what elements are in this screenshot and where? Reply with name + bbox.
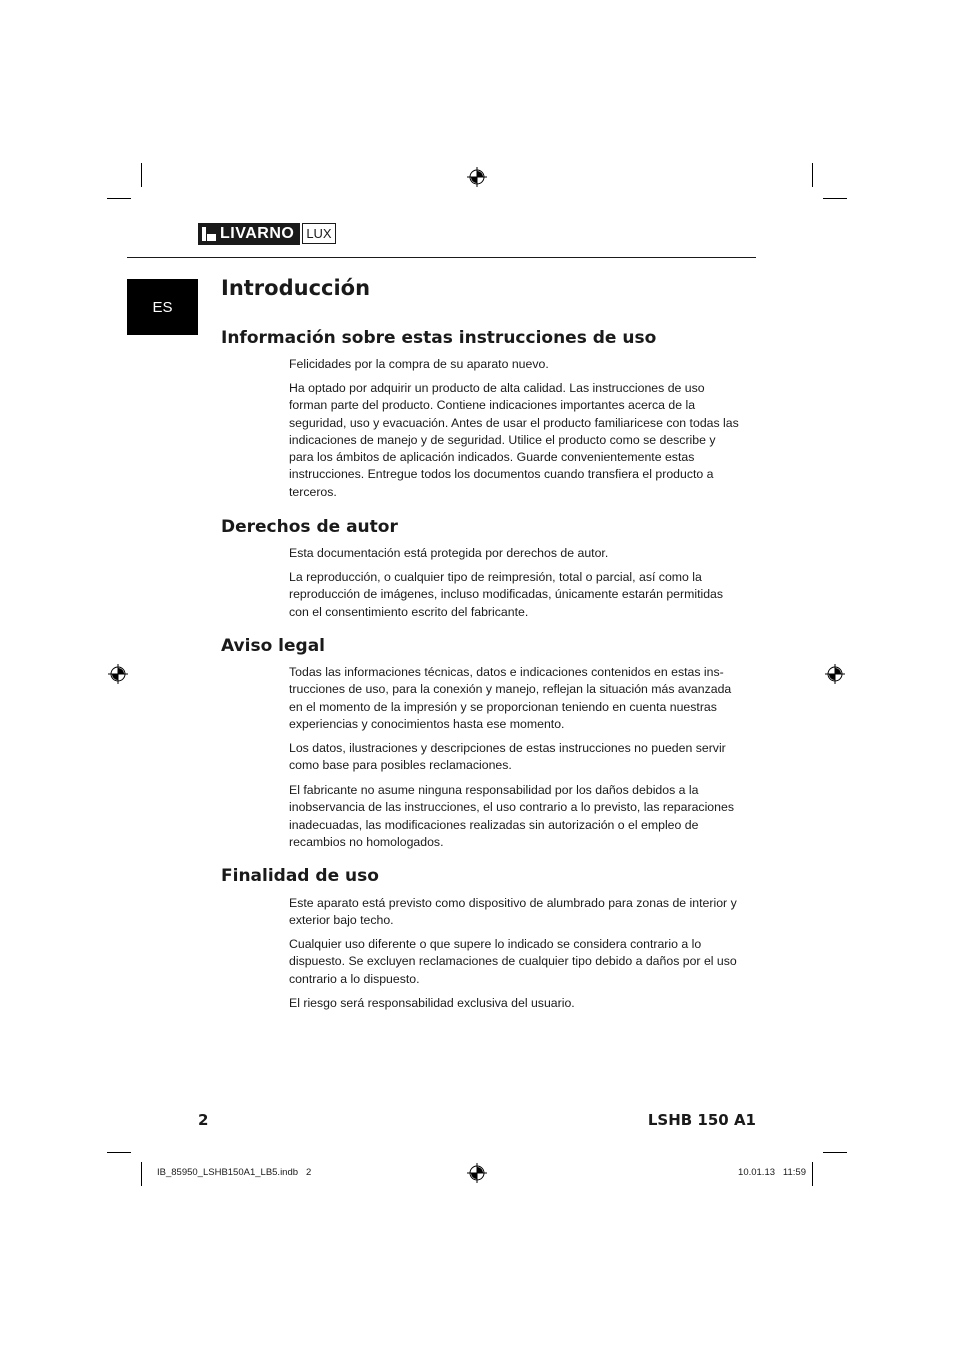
page-number: 2 <box>198 1111 209 1129</box>
paragraph: Ha optado por adquirir un producto de alta calidad. Las instrucciones de uso forman parte del producto. Contiene indicaciones importantes acerca de la seguridad, uso y evacuación. Antes de usar el producto familiaricese con todas las indicaciones de manejo y de seguridad. Utilice el producto como se describe y para los ámbitos de aplicación indicados. Guarde convenientemente estas instrucciones. Entregue todos los documentos cuando transfiera el producto a terceros. <box>289 381 739 499</box>
registration-mark-icon <box>825 664 845 684</box>
model-number: LSHB 150 A1 <box>647 1111 756 1129</box>
print-slug-date: 10.01.13 11:59 <box>738 1167 806 1178</box>
paragraph: Los datos, ilustraciones y descripciones de estas instrucciones no pueden servir como base para posibles reclamaciones. <box>289 741 726 773</box>
registration-mark-icon <box>467 167 487 187</box>
header-rule <box>127 257 756 258</box>
crop-mark <box>823 1152 847 1153</box>
crop-mark <box>812 1162 813 1186</box>
crop-mark <box>812 163 813 187</box>
paragraph: La reproducción, o cualquier tipo de reimpresión, total o parcial, así como la reproducción de imágenes, incluso modificadas, únicamente estarán permitidas con el consentimiento escrito del fabricante. <box>289 570 724 619</box>
paragraph: Felicidades por la compra de su aparato nuevo. <box>289 357 549 371</box>
crop-mark <box>823 198 847 199</box>
page-title: Introducción <box>221 276 371 300</box>
brand-name: LIVARNO <box>220 225 295 242</box>
print-slug-file: IB_85950_LSHB150A1_LB5.indb 2 <box>157 1167 312 1178</box>
crop-mark <box>107 198 131 199</box>
brand-logo-main <box>198 223 300 245</box>
brand-logo <box>198 223 336 245</box>
crop-mark <box>107 1152 131 1153</box>
crop-mark <box>141 1162 142 1186</box>
section-heading: Finalidad de uso <box>221 866 379 886</box>
paragraph: El riesgo será responsabilidad exclusiva del usuario. <box>289 996 575 1010</box>
section-heading: Derechos de autor <box>221 517 398 537</box>
paragraph: Esta documentación está protegida por derechos de autor. <box>289 546 609 560</box>
registration-mark-icon <box>108 664 128 684</box>
registration-mark-icon <box>467 1163 487 1183</box>
crop-mark <box>141 163 142 187</box>
paragraph: Cualquier uso diferente o que supere lo indicado se considera contrario a lo dispuesto. Se excluyen reclamaciones de cualquier tipo debido a daños por el uso contrario a lo dispuesto. <box>289 937 737 986</box>
paragraph: Este aparato está previsto como dispositivo de alumbrado para zonas de interior y exterior bajo techo. <box>289 896 737 928</box>
language-tab: ES <box>127 279 198 335</box>
brand-suffix: LUX <box>302 223 335 244</box>
paragraph: Todas las informaciones técnicas, datos e indicaciones contenidos en estas ins- trucciones de uso, para la conexión y manejo, reflejan la situación más avanzada en el momento de la impresión y se proporcionan teniendo en cuenta nuestras experiencias y conocimientos hasta ese momento. <box>289 665 732 731</box>
section-heading: Aviso legal <box>221 636 326 656</box>
section-heading: Información sobre estas instrucciones de uso <box>221 328 657 348</box>
brand-mark-icon <box>202 227 216 241</box>
paragraph: El fabricante no asume ninguna responsabilidad por los daños debidos a la inobservancia de las instrucciones, el uso contrario a lo previsto, las reparaciones inadecuadas, las modificaciones realizadas sin autorización o el empleo de recambios no homologados. <box>289 783 734 849</box>
